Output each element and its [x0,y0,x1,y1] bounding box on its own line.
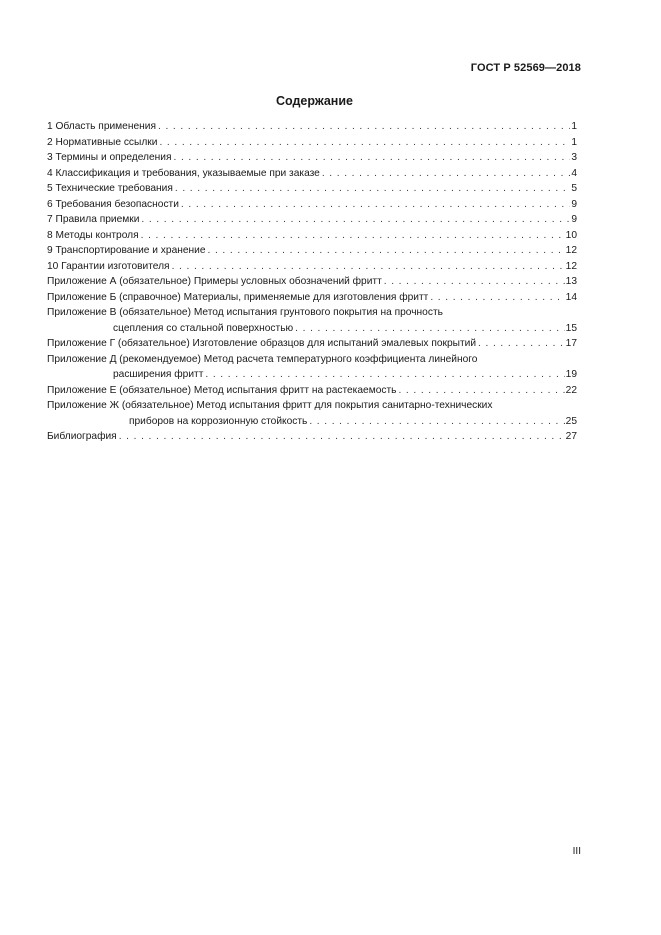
toc-entry-text: Приложение Б (справочное) Материалы, применяемые для изготовления фритт [47,291,429,303]
toc-leader-dots [173,150,570,166]
toc-entry-text: расширения фритт [113,369,204,380]
toc-leader-dots [384,274,565,290]
toc-entry-text: сцепления со стальной поверхностью [113,322,294,334]
toc-entry-page: 12 [565,245,577,256]
toc-entry-page: 1 [571,121,577,132]
toc-entry[interactable] [47,212,577,228]
toc-entry-text: 5 Технические требования [47,183,173,194]
toc-leader-dots [159,135,570,151]
toc-entry[interactable] [47,119,577,135]
toc-entry-page: 19 [565,369,577,380]
toc-entry-text-first-line: Приложение В (обязательное) Метод испытания грунтового покрытия на прочность [47,307,443,318]
toc-entry-page: 3 [571,152,577,163]
toc-entry-text: 7 Правила приемки [47,214,140,225]
toc-entry-text: Приложение Е (обязательное) Метод испытания фритт на растекаемость [47,384,397,396]
toc-leader-dots [205,367,564,383]
toc-entry[interactable] [47,336,577,352]
toc-leader-dots [309,414,564,430]
toc-entry-text: 9 Транспортирование и хранение [47,245,206,256]
toc-entry-page: 4 [571,167,577,179]
toc-entry[interactable] [47,290,577,306]
toc-entry-page: 15 [565,322,577,334]
toc-entry[interactable] [47,429,577,445]
toc-leader-dots [478,336,565,352]
toc-entry-page: 1 [571,136,577,148]
toc-entry-page: 27 [565,431,577,442]
toc-leader-dots [172,259,565,275]
toc-entry-text: 6 Требования безопасности [47,198,179,210]
toc-entry[interactable] [47,274,577,290]
toc-entry-page: 5 [571,183,577,194]
toc-entry[interactable] [47,352,577,383]
toc-entry-text-first-line: Приложение Ж (обязательное) Метод испытания фритт для покрытия санитарно-технических [47,400,493,411]
toc-entry-page: 14 [565,291,577,303]
page-number: III [572,846,581,857]
toc-entry-text: 4 Классификация и требования, указываемые при заказе [47,167,320,179]
toc-entry-page: 9 [571,198,577,210]
toc-leader-dots [430,290,564,306]
toc-leader-dots [158,119,570,135]
toc-entry-text: 1 Область применения [47,121,156,132]
toc-entry-text: Приложение Г (обязательное) Изготовление образцов для испытаний эмалевых покрытий [47,338,477,349]
toc-entry[interactable] [47,243,577,259]
toc-entry[interactable] [47,166,577,182]
toc-entry-page: 10 [565,229,577,241]
toc-entry-text: Библиография [47,431,117,442]
toc-entry-page: 17 [565,338,577,349]
toc-entry[interactable] [47,135,577,151]
toc-leader-dots [398,383,564,399]
toc-entry[interactable] [47,383,577,399]
toc-entry-text: 10 Гарантии изготовителя [47,260,170,272]
toc-entry-page: 9 [571,214,577,225]
toc-entry[interactable] [47,259,577,275]
toc-leader-dots [141,228,565,244]
toc-entry[interactable] [47,181,577,197]
toc-leader-dots [141,212,570,228]
toc-entry-page: 12 [565,260,577,272]
document-code: ГОСТ Р 52569—2018 [470,62,581,74]
toc-title: Содержание [275,94,353,108]
toc-entry-page: 25 [565,415,577,427]
toc-entry-page: 22 [565,384,577,396]
toc-leader-dots [181,197,570,213]
toc-leader-dots [322,166,570,182]
toc-entry[interactable] [47,305,577,336]
toc-entry-text: 8 Методы контроля [47,229,139,241]
toc-entry[interactable] [47,150,577,166]
toc-leader-dots [119,429,565,445]
toc-entry-text: приборов на коррозионную стойкость [129,415,308,427]
table-of-contents [47,119,577,445]
toc-leader-dots [208,243,565,259]
toc-entry-text-first-line: Приложение Д (рекомендуемое) Метод расчета температурного коэффициента линейного [47,353,478,365]
toc-entry[interactable] [47,197,577,213]
toc-leader-dots [295,321,565,337]
toc-entry[interactable] [47,228,577,244]
toc-entry-page: 13 [565,276,577,287]
toc-leader-dots [175,181,570,197]
toc-entry-text: Приложение А (обязательное) Примеры условных обозначений фритт [47,276,382,287]
toc-entry-text: 2 Нормативные ссылки [47,136,158,148]
toc-entry[interactable] [47,398,577,429]
toc-entry-text: 3 Термины и определения [47,152,172,163]
